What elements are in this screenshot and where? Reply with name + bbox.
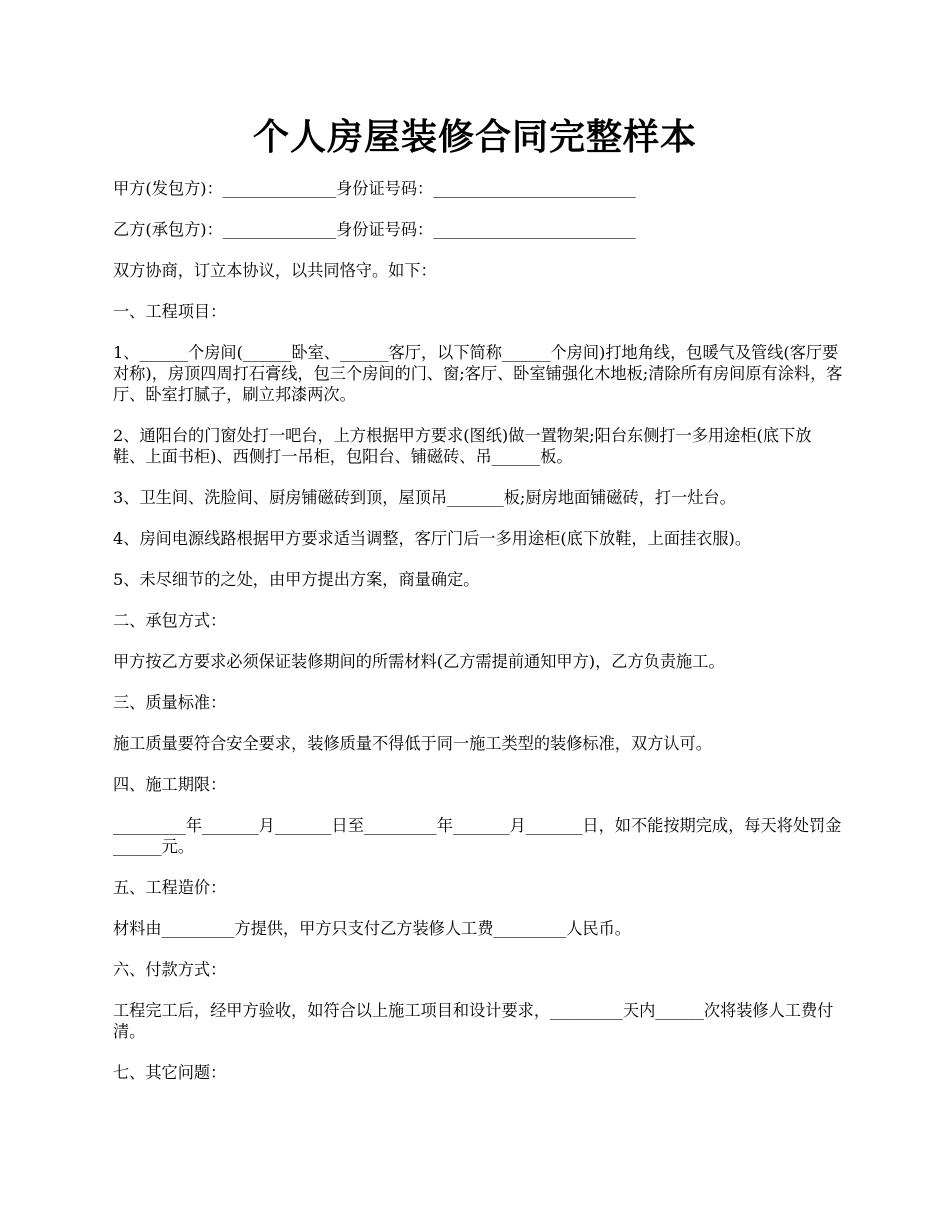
section-heading-period: 四、施工期限： [113, 775, 227, 794]
payment-paragraph: 工程完工后，经甲方验收，如符合以上施工项目和设计要求，_________天内______次将装修人工费付清。 [113, 1001, 834, 1041]
project-item-2: 2、通阳台的门窗处打一吧台，上方根据甲方要求(图纸)做一置物架;阳台东侧打一多用途柜(底下放鞋、上面书柜)、西侧打一吊柜，包阳台、铺磁砖、吊______板。 [113, 426, 812, 466]
section-heading-project: 一、工程项目： [113, 302, 227, 321]
period-paragraph: _________年_______月_______日至_________年_______月_______日，如不能按期完成，每天将处罚金______元。 [113, 816, 842, 856]
project-item-3: 3、卫生间、洗脸间、厨房铺磁砖到顶，屋顶吊_______板;厨房地面铺磁砖，打一灶台。 [113, 488, 736, 507]
project-item-1: 1、______个房间(______卧室、______客厅，以下简称______个房间)打地角线，包暖气及管线(客厅要对称)，房顶四周打石膏线，包三个房间的门、窗;客厅、卧室铺强化木地板;清除所有房间原有涂料，客厅、卧室打腻子，刷立邦漆两次。 [113, 343, 843, 404]
section-heading-quality: 三、质量标准： [113, 693, 227, 712]
section-heading-contract-method: 二、承包方式： [113, 611, 227, 630]
document-title: 个人房屋装修合同完整样本 [252, 116, 697, 158]
section-heading-payment: 六、付款方式： [113, 960, 227, 979]
party-b-line: 乙方(承包方)：______________身份证号码：_________________________ [113, 220, 636, 239]
section-heading-cost: 五、工程造价： [113, 878, 227, 897]
party-a-line: 甲方(发包方)：______________身份证号码：_________________________ [113, 179, 636, 198]
intro-paragraph: 双方协商，订立本协议，以共同恪守。如下： [113, 261, 437, 280]
quality-paragraph: 施工质量要符合安全要求，装修质量不得低于同一施工类型的装修标准，双方认可。 [113, 734, 712, 753]
document-body [113, 178, 843, 1103]
cost-paragraph: 材料由_________方提供，甲方只支付乙方装修人工费_________人民币。 [113, 919, 631, 938]
project-item-5: 5、未尽细节的之处，由甲方提出方案，商量确定。 [113, 570, 480, 589]
section-heading-other: 七、其它问题： [113, 1063, 227, 1082]
contract-method-paragraph: 甲方按乙方要求必须保证装修期间的所需材料(乙方需提前通知甲方)，乙方负责施工。 [113, 652, 725, 671]
project-item-4: 4、房间电源线路根据甲方要求适当调整，客厅门后一多用途柜(底下放鞋，上面挂衣服)。 [113, 529, 752, 548]
